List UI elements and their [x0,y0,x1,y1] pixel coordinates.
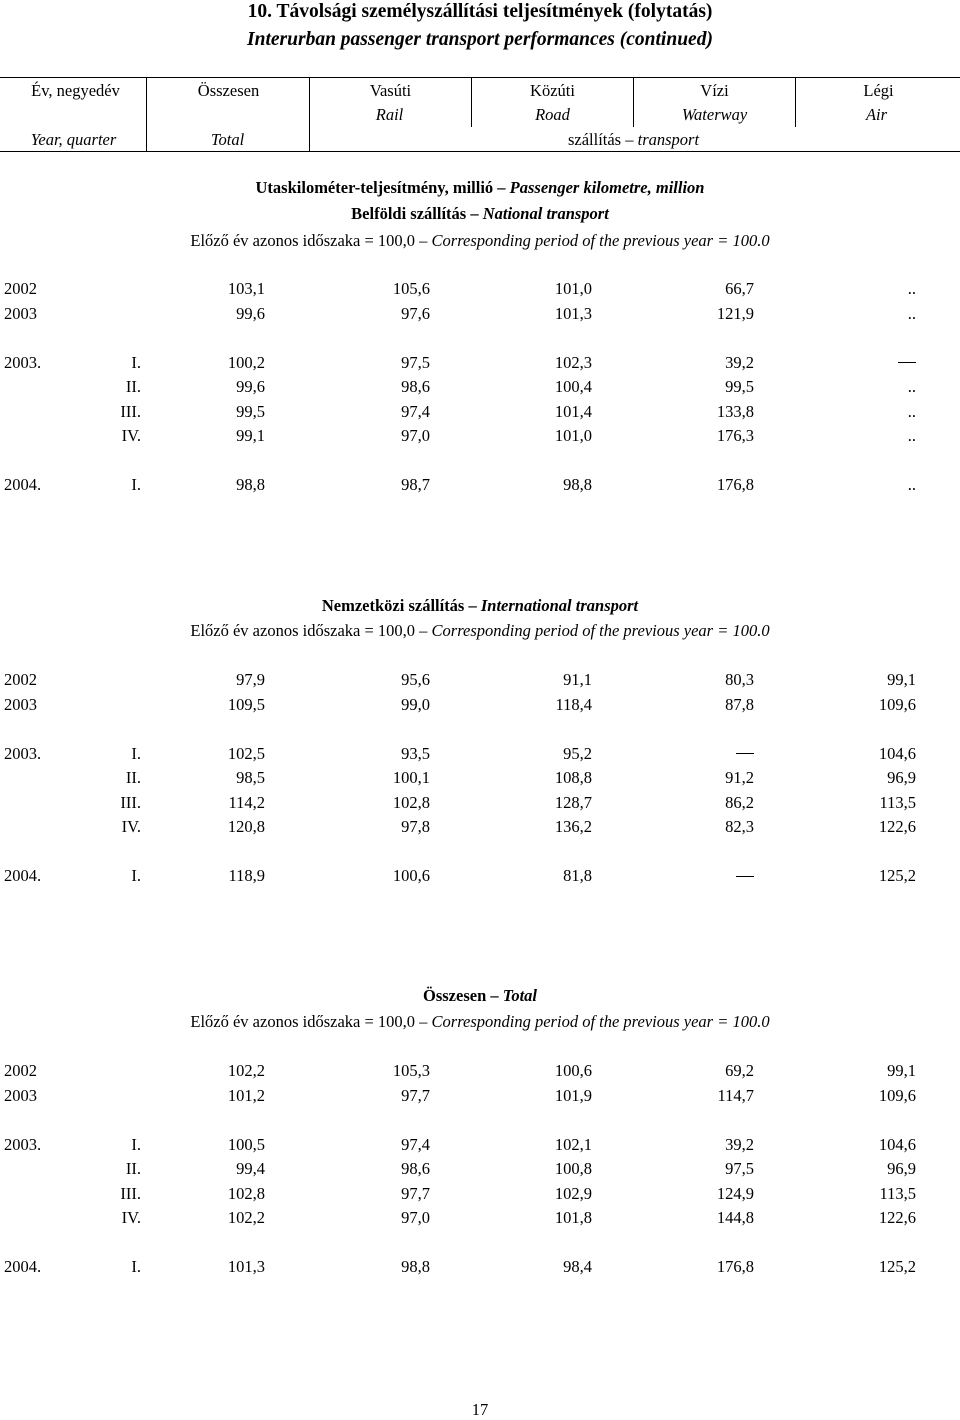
cell-total: 99,5 [236,401,265,421]
cell-rail: 98,7 [401,475,430,494]
section-title: Belföldi szállítás – National transport [351,204,609,223]
header-year-quarter-en: Year, quarter [30,130,117,149]
corresponding-period-hu: Előző év azonos időszaka = 100,0 [190,231,416,250]
cell-year: 2003. [4,743,42,763]
corresponding-period-en: Corresponding period of the previous year = 100.0 [431,621,770,640]
cell-total: 100,2 [227,352,265,372]
cell-rail: 102,8 [392,792,430,812]
cell-road: 102,1 [554,1134,592,1154]
cell-air: 109,6 [878,694,916,714]
unit-line: Utaskilométer-teljesítmény, millió – Passenger kilometre, million [255,178,705,197]
unit-hu: Utaskilométer-teljesítmény, millió [255,178,494,197]
section-title-hu: Belföldi szállítás [351,204,467,223]
cell-rail: 98,6 [401,377,430,396]
cell-year: 2004. [4,866,42,885]
cell-quarter: II. [125,1159,141,1178]
cell-road: 101,3 [554,303,592,323]
table-row [0,1157,960,1181]
cell-water: 39,2 [725,1134,754,1154]
cell-rail: 97,4 [401,401,430,421]
cell-total: 99,1 [236,426,265,445]
cell-rail: 98,6 [401,1159,430,1178]
cell-total: 102,8 [227,1183,265,1203]
table-row [0,424,960,448]
cell-total: 99,6 [236,377,265,396]
cell-water: 87,8 [725,694,754,714]
cell-year: 2002 [4,279,37,298]
cell-air: 104,6 [878,1134,916,1154]
cell-total: 118,9 [228,866,265,885]
cell-total: 103,1 [227,279,265,298]
cell-rail: 93,5 [401,743,430,763]
cell-total: 100,5 [227,1134,265,1154]
cell-water: 124,9 [716,1183,754,1203]
cell-air: 122,6 [878,817,916,836]
cell-year: 2003 [4,694,37,714]
cell-water: 114,7 [717,1085,754,1105]
cell-water: 176,3 [716,426,754,445]
header-total-en: Total [210,130,245,149]
cell-quarter: I. [131,743,141,763]
cell-road: 100,8 [554,1159,592,1178]
cell-total: 98,5 [236,768,265,787]
cell-road: 100,6 [554,1061,592,1080]
dash-mark [898,362,916,363]
cell-air: .. [907,401,916,421]
table-row [0,864,960,888]
cell-road: 101,0 [554,279,592,298]
cell-quarter: II. [125,768,141,787]
table-row [0,1182,960,1206]
corresponding-period-hu: Előző év azonos időszaka = 100,0 [190,1012,416,1031]
cell-quarter: I. [131,475,141,494]
dash-mark [736,876,754,877]
cell-rail: 97,8 [401,817,430,836]
cell-total: 99,4 [236,1159,265,1178]
cell-water: 176,8 [716,475,754,494]
cell-quarter: III. [120,792,141,812]
cell-water: 66,7 [725,279,754,298]
cell-quarter: IV. [121,426,141,445]
cell-water: 121,9 [716,303,754,323]
cell-water: 91,2 [725,768,754,787]
corresponding-period-line: Előző év azonos időszaka = 100,0 – Corresponding period of the previous year = 100.0 [190,1012,770,1031]
header-total-hu: Összesen [197,81,260,100]
cell-air [898,351,916,375]
section-title: Összesen – Total [423,986,537,1005]
cell-quarter: III. [120,401,141,421]
cell-air: 113,5 [879,1183,916,1203]
table-row [0,1133,960,1157]
cell-rail: 105,3 [392,1061,430,1080]
cell-road: 101,0 [554,426,592,445]
table-row [0,351,960,375]
cell-road: 102,3 [554,352,592,372]
cell-total: 120,8 [227,817,265,836]
cell-road: 118,4 [555,694,592,714]
section-title-en: International transport [480,596,639,615]
cell-rail: 97,6 [401,303,430,323]
cell-air: 104,6 [878,743,916,763]
cell-year: 2002 [4,670,37,689]
header-road-en: Road [535,105,570,124]
cell-year: 2003. [4,1134,42,1154]
cell-road: 108,8 [554,768,592,787]
cell-air: 125,2 [878,1257,916,1276]
table-row [0,277,960,301]
unit-en: Passenger kilometre, million [509,178,705,197]
cell-road: 102,9 [554,1183,592,1203]
cell-water: 82,3 [725,817,754,836]
corresponding-period-line: Előző év azonos időszaka = 100,0 – Corresponding period of the previous year = 100.0 [190,621,770,640]
cell-total: 97,9 [236,670,265,689]
cell-road: 98,8 [563,475,592,494]
cell-year: 2003 [4,303,37,323]
cell-water: 99,5 [725,377,754,396]
cell-year: 2004. [4,1257,42,1276]
cell-total: 101,3 [227,1257,265,1276]
cell-total: 109,5 [227,694,265,714]
cell-air: 122,6 [878,1208,916,1227]
cell-quarter: I. [131,866,141,885]
table-row [0,1255,960,1279]
cell-quarter: III. [120,1183,141,1203]
cell-water: 69,2 [725,1061,754,1080]
cell-total: 102,2 [227,1208,265,1227]
table-row [0,693,960,717]
cell-road: 101,4 [554,401,592,421]
cell-water: 39,2 [725,352,754,372]
corresponding-period-hu: Előző év azonos időszaka = 100,0 [190,621,416,640]
cell-total: 102,2 [227,1061,265,1080]
cell-air: .. [907,279,916,298]
cell-total: 102,5 [227,743,265,763]
cell-road: 136,2 [554,817,592,836]
cell-rail: 98,8 [401,1257,430,1276]
corresponding-period-en: Corresponding period of the previous year = 100.0 [431,231,770,250]
cell-rail: 99,0 [401,694,430,714]
table-row [0,1059,960,1083]
cell-total: 98,8 [236,475,265,494]
cell-road: 101,9 [554,1085,592,1105]
cell-total: 114,2 [228,792,265,812]
cell-road: 98,4 [563,1257,592,1276]
header-transport: szállítás – transport [567,130,700,149]
header-year-quarter-hu: Év, negyedév [31,81,120,100]
table-row [0,400,960,424]
table-row [0,742,960,766]
cell-water: 86,2 [725,792,754,812]
cell-road: 91,1 [563,670,592,689]
section-title-hu: Összesen [423,986,487,1005]
cell-rail: 97,5 [401,352,430,372]
cell-road: 100,4 [554,377,592,396]
corresponding-period-line: Előző év azonos időszaka = 100,0 – Corresponding period of the previous year = 100.0 [190,231,770,250]
table-row [0,1206,960,1230]
cell-road: 95,2 [563,743,592,763]
header-transport-en: transport [637,130,700,149]
cell-water: 80,3 [725,670,754,689]
cell-water [736,864,754,888]
table-row [0,766,960,790]
cell-rail: 97,7 [401,1183,430,1203]
header-rail-hu: Vasúti [369,81,412,100]
section-title: Nemzetközi szállítás – International transport [321,596,639,615]
cell-quarter: I. [131,1257,141,1276]
header-rail-en: Rail [375,105,404,124]
table-row [0,791,960,815]
header-air-hu: Légi [863,81,894,100]
table-row [0,473,960,497]
cell-air: 96,9 [887,1159,916,1178]
cell-quarter: IV. [121,1208,141,1227]
cell-rail: 97,0 [401,1208,430,1227]
cell-road: 81,8 [563,866,592,885]
cell-road: 101,8 [554,1208,592,1227]
cell-air: 96,9 [887,768,916,787]
cell-air: 113,5 [879,792,916,812]
cell-total: 99,6 [236,303,265,323]
corresponding-period-en: Corresponding period of the previous year = 100.0 [431,1012,770,1031]
dash-mark [736,753,754,754]
cell-rail: 100,1 [392,768,430,787]
cell-air: .. [907,303,916,323]
cell-air: .. [907,377,916,396]
header-road-hu: Közúti [530,81,575,100]
cell-rail: 97,7 [401,1085,430,1105]
section-title-hu: Nemzetközi szállítás [321,596,465,615]
section-title-en: Total [502,986,537,1005]
cell-rail: 95,6 [401,670,430,689]
cell-water: 97,5 [725,1159,754,1178]
cell-road: 128,7 [554,792,592,812]
table-row [0,668,960,692]
cell-air: 99,1 [887,670,916,689]
table-title-hu: 10. Távolsági személyszállítási teljesítmények (folytatás) [247,1,713,22]
cell-water: 176,8 [716,1257,754,1276]
cell-year: 2002 [4,1061,37,1080]
cell-air: 109,6 [878,1085,916,1105]
cell-water [736,742,754,766]
cell-rail: 97,4 [401,1134,430,1154]
cell-quarter: I. [131,352,141,372]
cell-quarter: IV. [121,817,141,836]
cell-rail: 105,6 [392,279,430,298]
section-title-en: National transport [482,204,609,223]
cell-air: 125,2 [878,866,916,885]
cell-year: 2004. [4,475,42,494]
header-air-en: Air [865,105,888,124]
page-number: 17 [471,1400,489,1419]
header-transport-hu: szállítás [567,130,622,149]
cell-year: 2003. [4,352,42,372]
cell-year: 2003 [4,1085,37,1105]
table-row [0,1084,960,1108]
header-water-hu: Vízi [700,81,729,100]
cell-total: 101,2 [227,1085,265,1105]
cell-rail: 97,0 [401,426,430,445]
table-title-en: Interurban passenger transport performances (continued) [247,29,713,50]
cell-quarter: I. [131,1134,141,1154]
cell-air: .. [907,426,916,445]
header-water-en: Waterway [681,105,748,124]
cell-air: .. [907,475,916,494]
cell-quarter: II. [125,377,141,396]
table-row [0,302,960,326]
cell-rail: 100,6 [392,866,430,885]
cell-water: 133,8 [716,401,754,421]
cell-air: 99,1 [887,1061,916,1080]
table-row [0,375,960,399]
table-row [0,815,960,839]
cell-water: 144,8 [716,1208,754,1227]
